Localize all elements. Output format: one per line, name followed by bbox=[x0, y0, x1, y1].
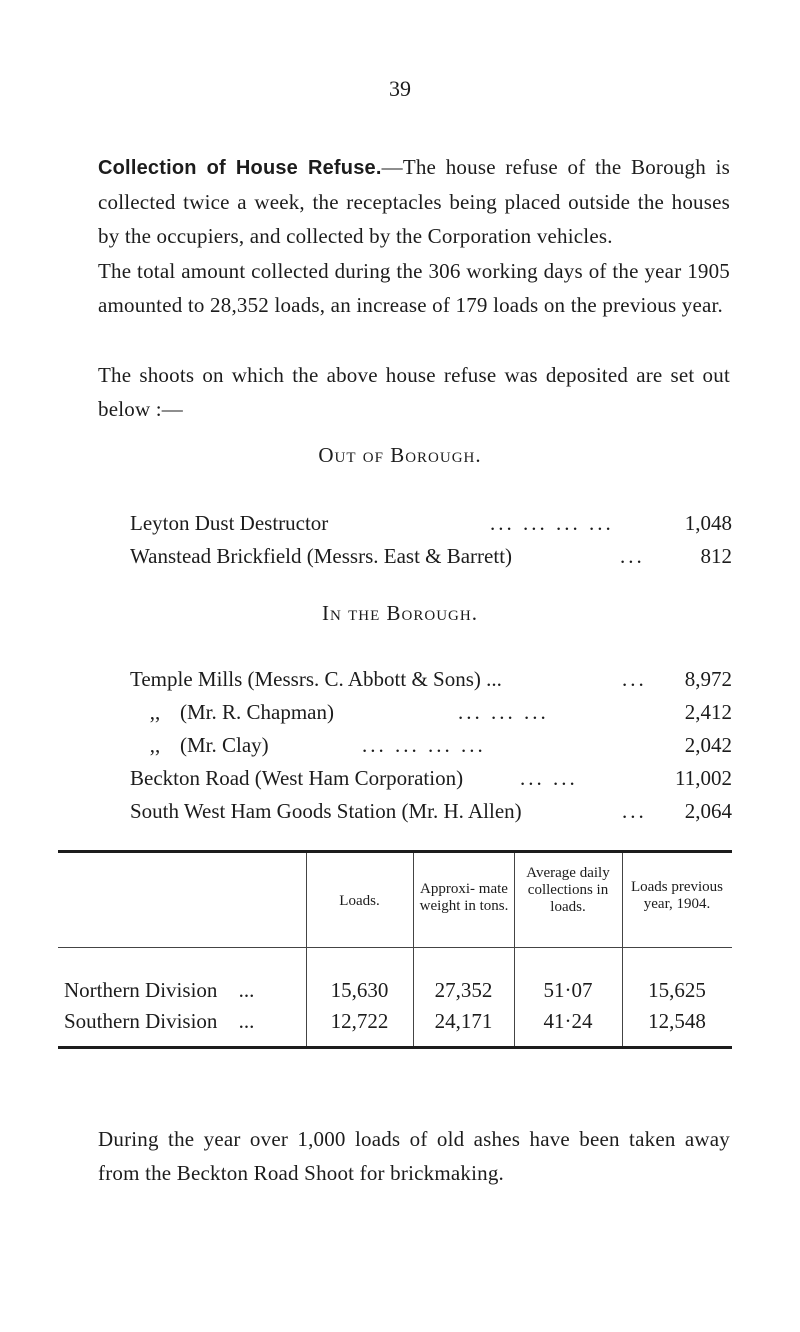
row-label bbox=[64, 977, 254, 1003]
shoot-row bbox=[130, 664, 732, 694]
table-cell: 27,352 bbox=[434, 978, 493, 1002]
table-cell: 12,548 bbox=[648, 1009, 706, 1033]
division-name: Southern Division bbox=[64, 1009, 218, 1033]
shoot-name: South West Ham Goods Station (Mr. H. Allen) bbox=[130, 799, 522, 823]
shoot-row bbox=[130, 697, 732, 727]
intro-paragraph bbox=[98, 150, 730, 253]
shoot-row bbox=[130, 796, 732, 826]
leader-dots: ... ... ... ... bbox=[362, 733, 486, 757]
table-cell: 41·24 bbox=[543, 1009, 593, 1033]
shoot-row bbox=[130, 730, 732, 760]
header-rule bbox=[58, 947, 732, 948]
table-cell: 24,171 bbox=[434, 1009, 493, 1033]
shoot-name: (Mr. Clay) bbox=[180, 733, 269, 757]
closing-paragraph: During the year over 1,000 loads of old ashes have been taken away from the Beckton Road Shoot for brickmaking. bbox=[98, 1127, 730, 1185]
leader-dots: ... ... ... bbox=[458, 700, 549, 724]
out-of-borough-heading: Out of Borough. bbox=[318, 443, 482, 467]
loads-table bbox=[58, 850, 732, 1049]
table-cell: 15,625 bbox=[648, 978, 706, 1002]
shoot-row bbox=[130, 508, 732, 538]
shoot-name-wrap bbox=[130, 697, 334, 727]
shoot-loads: 1,048 bbox=[684, 511, 732, 535]
page-number: 39 bbox=[389, 76, 411, 101]
leader-dots: ... bbox=[620, 544, 645, 568]
header-approximate-weight: Approxi- mate weight in tons. bbox=[419, 881, 509, 914]
shoot-row bbox=[130, 763, 732, 793]
shoots-intro-paragraph: The shoots on which the above house refuse was deposited are set out below :— bbox=[98, 363, 730, 421]
leader-dots: ... bbox=[622, 799, 647, 823]
shoot-loads: 812 bbox=[700, 544, 732, 568]
header-loads: Loads. bbox=[339, 893, 380, 909]
row-label bbox=[64, 1008, 254, 1034]
leader-dots: ... ... ... ... bbox=[490, 511, 614, 535]
shoot-name: Leyton Dust Destructor bbox=[130, 511, 329, 535]
shoot-name: Beckton Road (West Ham Corporation) bbox=[130, 766, 464, 790]
division-name: Northern Division bbox=[64, 978, 218, 1002]
shoot-loads: 2,042 bbox=[684, 733, 732, 757]
shoot-name-wrap bbox=[130, 730, 269, 760]
shoot-loads: 2,064 bbox=[684, 799, 732, 823]
shoot-loads: 11,002 bbox=[675, 766, 732, 790]
shoot-name: (Mr. R. Chapman) bbox=[180, 700, 334, 724]
shoot-name: Temple Mills (Messrs. C. Abbott & Sons) ... bbox=[130, 667, 502, 691]
intro-text: —The house refuse of the Borough is collected twice a week, the receptacles being placed outside the houses by the occupiers, and collected by the Corporation vehicles. bbox=[98, 155, 730, 248]
leader-dots: ... bbox=[238, 978, 255, 1002]
table-cell: 15,630 bbox=[330, 978, 389, 1002]
header-average-daily-collections: Average daily collections in loads. bbox=[526, 865, 610, 915]
total-paragraph: The total amount collected during the 306 working days of the year 1905 amounted to 28,352 loads, an increase of 179 loads on the previous year. bbox=[98, 259, 730, 317]
leader-dots: ... bbox=[622, 667, 647, 691]
leader-dots: ... bbox=[238, 1009, 255, 1033]
ditto-mark: ,, bbox=[149, 733, 161, 757]
table-cell: 12,722 bbox=[330, 1009, 389, 1033]
shoot-loads: 8,972 bbox=[684, 667, 732, 691]
leader-dots: ... ... bbox=[520, 766, 578, 790]
shoot-name: Wanstead Brickfield (Messrs. East & Barrett) bbox=[130, 544, 513, 568]
ditto-mark: ,, bbox=[149, 700, 161, 724]
table-cell: 51·07 bbox=[543, 978, 593, 1002]
section-run-in-heading: Collection of House Refuse. bbox=[98, 157, 382, 179]
shoot-row bbox=[130, 541, 732, 571]
header-loads-previous-year: Loads previous year, 1904. bbox=[630, 879, 724, 912]
in-borough-heading: In the Borough. bbox=[322, 601, 478, 625]
shoot-loads: 2,412 bbox=[684, 700, 732, 724]
